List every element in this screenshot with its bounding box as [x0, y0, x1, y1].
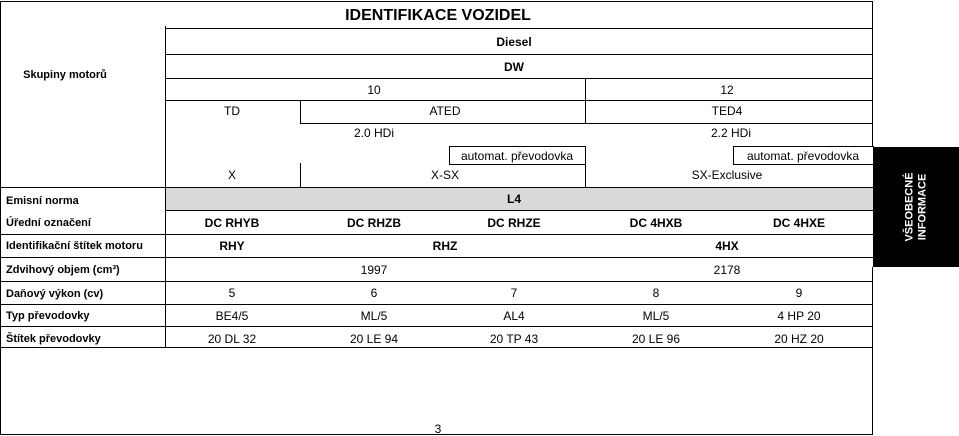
gearbox-plate-value: 20 LE 94 — [349, 332, 399, 346]
official-divider — [0, 234, 873, 235]
fuel-divider — [165, 54, 873, 55]
tax-power-value: 5 — [228, 286, 236, 300]
family-divider — [165, 78, 873, 79]
tax-power-value: 7 — [510, 286, 518, 300]
gearbox-plate-value: 20 DL 32 — [207, 332, 257, 346]
gearbox-plate-value: 20 LE 96 — [631, 332, 681, 346]
hdi-20-label: 2.0 HDi — [353, 126, 395, 140]
gearbox-type-value: ML/5 — [642, 309, 670, 323]
group-divider — [585, 78, 586, 124]
tax-power-value: 9 — [795, 286, 803, 300]
tax-power-value: 6 — [370, 286, 378, 300]
trim-x-sx: X-SX — [430, 168, 460, 182]
variant-td: TD — [224, 104, 240, 118]
group-10-label: 10 — [367, 83, 381, 97]
gearbox-plate-value: 20 HZ 20 — [774, 332, 824, 346]
row-label-official: Úřední označení — [6, 217, 91, 229]
displacement-value: 2178 — [713, 263, 741, 277]
gearbox-type-value: BE4/5 — [215, 309, 249, 323]
row-label-gearbox-plate: Štítek převodovky — [6, 333, 101, 345]
variant-ated: ATED — [429, 104, 461, 118]
official-value: DC 4HXE — [772, 216, 826, 230]
row-label-engine-plate: Identifikační štítek motoru — [6, 240, 143, 252]
row-label-emission: Emisní norma — [6, 195, 79, 207]
tax-power-divider — [0, 304, 873, 305]
side-tab-line: VŠEOBECNÉ — [903, 172, 916, 242]
row-label-engine-groups: Skupiny motorů — [23, 69, 107, 81]
gearbox-type-value: AL4 — [503, 309, 525, 323]
engine-plate-value: 4HX — [715, 239, 739, 253]
engine-plate-divider — [0, 257, 873, 258]
engine-plate-value: RHZ — [432, 239, 458, 253]
trim-sx-exclusive: SX-Exclusive — [691, 168, 763, 182]
title-underline — [165, 28, 873, 29]
official-value: DC RHZB — [347, 216, 401, 230]
variant-ted4: TED4 — [711, 104, 743, 118]
hdi-22-label: 2.2 HDi — [710, 126, 752, 140]
row-label-gearbox-type: Typ převodovky — [6, 310, 90, 322]
displacement-value: 1997 — [360, 263, 388, 277]
row-label-tax-power: Daňový výkon (cv) — [6, 288, 104, 300]
gearbox-type-divider — [0, 326, 873, 327]
automatic-gearbox-label-2: automat. převodovka — [746, 149, 860, 163]
page-title: IDENTIFIKACE VOZIDEL — [345, 7, 531, 24]
section-side-tab-label — [903, 172, 928, 241]
gearbox-plate-value: 20 TP 43 — [489, 332, 539, 346]
gearbox-type-value: 4 HP 20 — [777, 309, 821, 323]
trim-divider-1 — [300, 163, 301, 187]
engine-family-label: DW — [504, 60, 524, 74]
table-bottom-border — [0, 347, 873, 348]
tax-power-value: 8 — [652, 286, 660, 300]
variant-divider — [300, 123, 873, 124]
emission-value: L4 — [506, 192, 522, 206]
official-value: DC 4HXB — [629, 216, 683, 230]
page-right-border-top — [872, 1, 873, 147]
group-12-label: 12 — [720, 83, 734, 97]
automatic-gearbox-label-1: automat. převodovka — [460, 149, 574, 163]
trim-x: X — [227, 168, 237, 182]
engine-plate-value: RHY — [219, 239, 245, 253]
page-right-border-bottom — [872, 267, 873, 435]
page-left-border — [0, 1, 1, 434]
td-divider — [300, 100, 301, 124]
official-value: DC RHYB — [204, 216, 260, 230]
page-number: 3 — [434, 422, 442, 436]
group-row-divider — [165, 100, 873, 101]
table-top-border — [0, 1, 873, 2]
gearbox-type-value: ML/5 — [360, 309, 388, 323]
official-value: DC RHZE — [487, 216, 541, 230]
fuel-label: Diesel — [496, 35, 532, 49]
side-tab-line: INFORMACE — [916, 173, 928, 241]
displacement-divider — [0, 281, 873, 282]
trim-divider-2 — [585, 163, 586, 187]
row-label-displacement: Zdvihový objem (cm³) — [6, 264, 120, 276]
